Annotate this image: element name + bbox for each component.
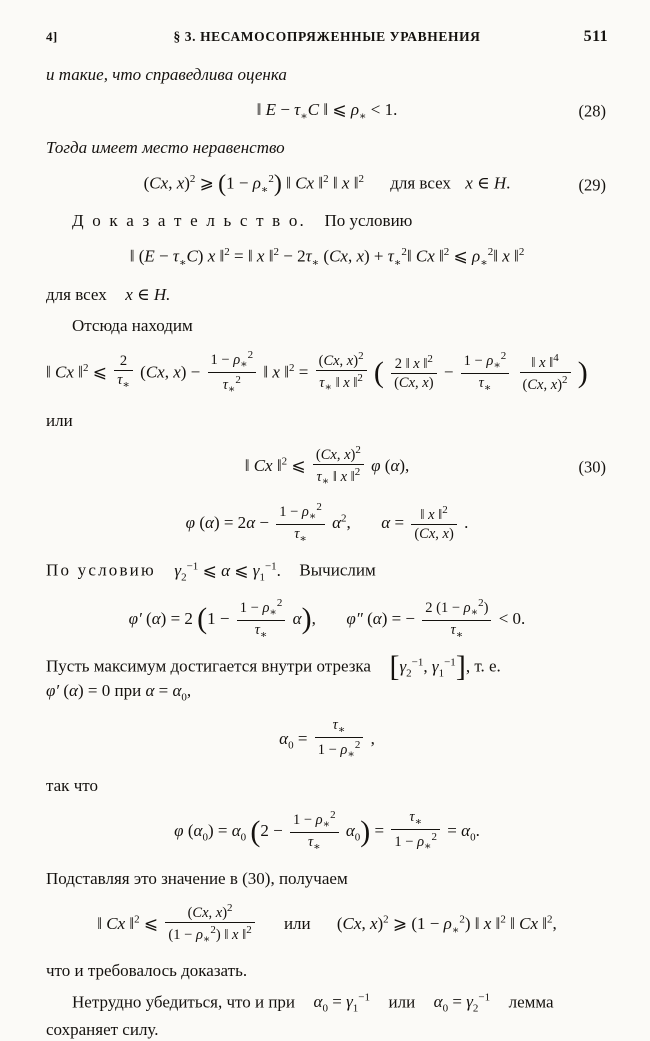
paragraph-remark-end: сохраняет силу. [46,1020,159,1040]
equation-29 [46,172,608,197]
forall-text: для всех [46,284,107,304]
maximum-text: Пусть максимум достигается внутри отрезка [46,656,371,676]
equation-29-qualifier: для всех [390,173,451,193]
paragraph-intro: и такие, что справедлива оценка [46,65,287,84]
equation-final [46,903,608,947]
by-condition-label: По условию [46,560,156,580]
by-condition-verb: Вычислим [299,560,376,580]
paragraph-or-1: или [46,410,73,430]
equation-30-tag: (30) [578,457,606,477]
paragraph-then: Тогда имеет место неравенство [46,137,285,157]
equation-derivatives-body: φ′ (α) = 2 (1 − $\frac{1 - \rho_∗^2}{\tau_∗}$ α), φ″ (α) = − $\frac{2 (1 - \rho_∗^2)}{\tau_∗}$ < 0. [128,596,526,641]
paragraph-remark [46,991,608,1016]
equation-proof [46,245,608,270]
equation-final-or: или [283,913,311,933]
body-text [46,64,608,1041]
paragraph-substitute: Подставляя это значение в (30), получаем [46,868,348,888]
equation-final-body: ‖ Cx ‖$^2$ ⩽ $\frac{(Cx, x)^2}{(1 - \rho_∗^2) ‖ x ‖^2}$ или (Cx, x)$^2$ ⩾ $(1 - \rho_∗^2)$ ‖ x ‖$^2$ ‖ Cx ‖$^2$, [97,901,557,946]
running-head [46,28,608,46]
phi-definition-period: . [464,513,469,533]
equation-29-tag: (29) [578,174,606,194]
equation-alpha0-body: $\alpha_0$ = $\frac{\tau_∗}{1 - \rho_∗^2}$ , [279,716,375,761]
page-number: 511 [583,28,608,45]
equation-30-body: ‖ Cx ‖$^2$ ⩽ $\frac{(Cx, x)^2}{\tau_∗ ‖ x ‖^2}$ φ (α), [244,444,410,488]
paragraph-forall [46,284,608,306]
remark-text-start: Нетрудно убедиться, что и при [72,992,296,1012]
by-condition-range: $\gamma_2^{-1}$ ⩽ α ⩽ $\gamma_1^{-1}$. [174,560,286,584]
forall-domain: x ∈ H. [125,284,171,304]
equation-30 [46,445,608,489]
proof-label: Д о к а з а т е л ь с т в о. [72,211,306,231]
proof-head-rest: По условию [324,211,413,231]
paragraph-maximum [46,649,608,705]
equation-phi-alpha0 [46,810,608,854]
section-title: § 3. НЕСАМОСОПРЯЖЕННЫЕ УРАВНЕНИЯ [173,29,481,44]
maximum-ie: т. е. [474,656,501,676]
remark-or: или [388,992,416,1012]
equation-proof-body: ‖ $(E - \tau_∗C)$ x ‖$^2$ = ‖ x ‖$^2$ − $2\tau_∗$ (Cx, $x) + \tau_∗^2‖$ Cx ‖$^2$ ⩽ $\rho_∗^2‖$ x ‖$^2$ [129,246,525,270]
folio-left: 4] [46,29,58,44]
paragraph-qed: что и требовалось доказать. [46,960,248,980]
equation-29-body: (Cx, x)$^2$ ⩾ $(1 - \rho_∗^2)$ ‖ Cx ‖$^2$ ‖ x ‖$^2$ для всех x ∈ H. [143,170,511,197]
remark-lemma: лемма [508,992,554,1012]
remark-case-1: $\alpha_0 = \gamma_1^{-1}$ [313,991,370,1015]
equation-phi-definition-body: φ (α) = 2α − $\frac{1 - \rho_∗^2}{\tau_∗}$ $\alpha^2$, α = $\frac{‖ x ‖^2}{(Cx, x)}$ . [185,501,469,546]
equation-28 [46,99,608,124]
paragraph-sothat: так что [46,776,98,796]
paragraph-proof-head [46,210,608,232]
paragraph-by-condition [46,559,608,584]
equation-alpha0 [46,718,608,762]
equation-28-body: ‖ $E - \tau_∗C$ ‖ ⩽ $\rho_∗ < 1$. [256,100,398,123]
equation-phi-definition [46,502,608,546]
equation-28-tag: (28) [578,101,606,121]
remark-case-2: $\alpha_0 = \gamma_2^{-1}$ [433,991,491,1015]
maximum-interval: [$\gamma_2^{-1}$, $\gamma_1^{-1}$], [389,649,475,683]
maximum-condition: φ′ (α) = 0 при $\alpha = \alpha_0$, [46,681,192,704]
equation-hence: ‖ Cx ‖$^2$ ⩽ $\frac{2}{\tau_∗}$ (Cx, x) − $\frac{1 - \rho_∗^2}{\tau_∗^2}$ ‖ x ‖$^2$ = $\frac{(Cx, x)^2}{\tau_∗ ‖ x ‖^2}$ ( $\frac{2 ‖ x ‖^2}{(Cx, x)}$ − $\frac{1 - \rho_∗^2}{\tau_∗}$ $\frac{‖ x ‖^4}{(Cx, x)^2}$ ) [46,348,588,396]
paragraph-hence: Отсюда находим [72,315,193,335]
equation-phi-alpha0-body: φ $(\alpha_0) = \alpha_0$ (2 − $\frac{1 - \rho_∗^2}{\tau_∗}$ $\alpha_0$) = $\frac{\tau_∗}{1 - \rho_∗^2}$ = $\alpha_0$. [174,809,480,854]
equation-derivatives [46,598,608,642]
